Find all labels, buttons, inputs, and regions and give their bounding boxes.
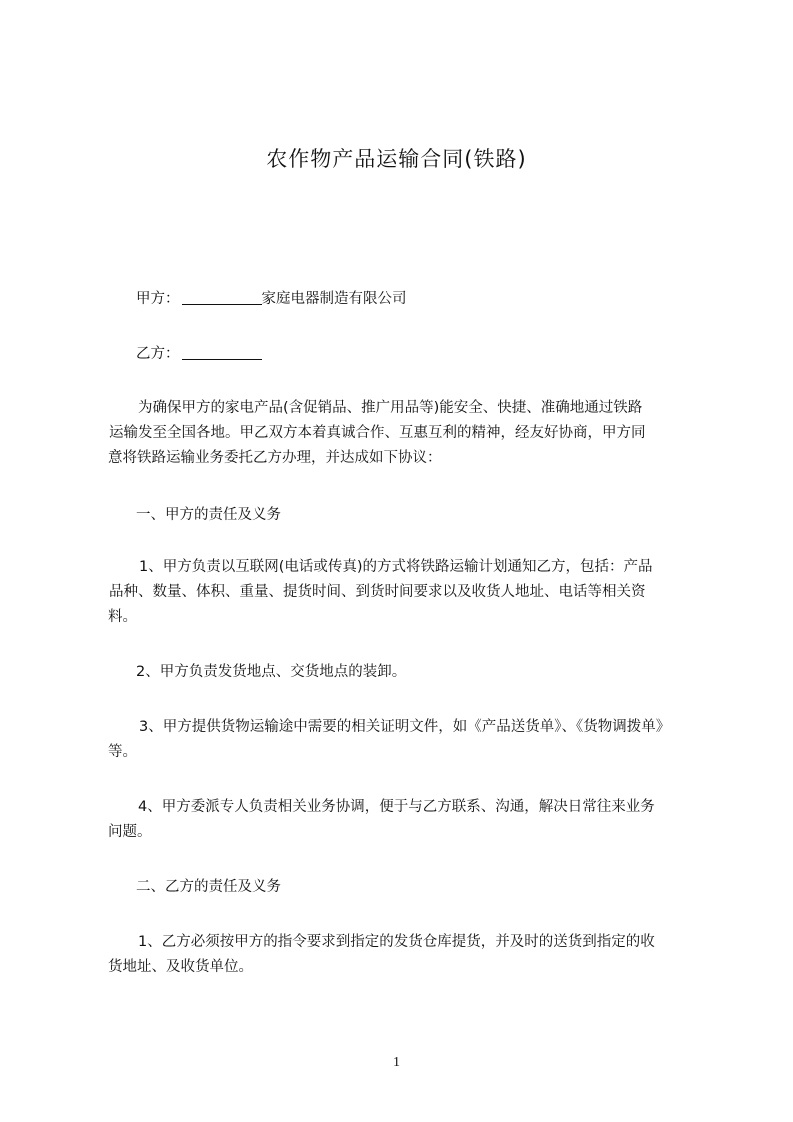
party-a-blank xyxy=(182,289,262,305)
section-2-heading: 二、乙方的责任及义务 xyxy=(136,879,281,895)
party-a-line xyxy=(136,287,407,312)
item-line: 4、甲方委派专人负责相关业务协调，便于与乙方联系、沟通，解决日常往来业务 xyxy=(138,799,655,815)
party-b-line xyxy=(136,342,262,367)
item-line: 等。 xyxy=(108,744,137,760)
section-1-heading: 一、甲方的责任及义务 xyxy=(136,507,281,523)
section-1-item-1 xyxy=(108,555,708,630)
item-line: 2、甲方负责发货地点、交货地点的装卸。 xyxy=(136,664,407,680)
party-b-blank xyxy=(182,344,262,360)
item-line: 3、甲方提供货物运输途中需要的相关证明文件，如《产品送货单》、《货物调拨单》 xyxy=(139,719,671,735)
section-2-item-1 xyxy=(108,930,708,980)
intro-line: 运输发至全国各地。甲乙双方本着真诚合作、互惠互利的精神，经友好协商，甲方同 xyxy=(109,425,646,441)
party-a-value: 家庭电器制造有限公司 xyxy=(261,291,407,307)
intro-line: 意将铁路运输业务委托乙方办理，并达成如下协议： xyxy=(108,450,442,466)
intro-paragraph xyxy=(108,396,708,471)
item-line: 料。 xyxy=(108,609,137,625)
intro-line: 为确保甲方的家电产品(含促销品、推广用品等)能安全、快捷、准确地通过铁路 xyxy=(138,400,643,416)
section-1-item-3 xyxy=(108,715,708,765)
item-line: 货地址、及收货单位。 xyxy=(108,959,253,975)
party-b-label: 乙方： xyxy=(136,346,180,362)
item-line: 1、甲方负责以互联网(电话或传真)的方式将铁路运输计划通知乙方，包括：产品 xyxy=(139,559,653,575)
page-number: 1 xyxy=(393,1055,400,1070)
section-1-item-2 xyxy=(108,660,708,685)
section-1-item-4 xyxy=(108,795,708,845)
party-a-label: 甲方： xyxy=(136,291,180,307)
item-line: 品种、数量、体积、重量、提货时间、到货时间要求以及收货人地址、电话等相关资 xyxy=(109,584,646,600)
document-title: 农作物产品运输合同(铁路) xyxy=(266,147,527,171)
item-line: 问题。 xyxy=(108,824,152,840)
item-line: 1、乙方必须按甲方的指令要求到指定的发货仓库提货，并及时的送货到指定的收 xyxy=(138,934,655,950)
